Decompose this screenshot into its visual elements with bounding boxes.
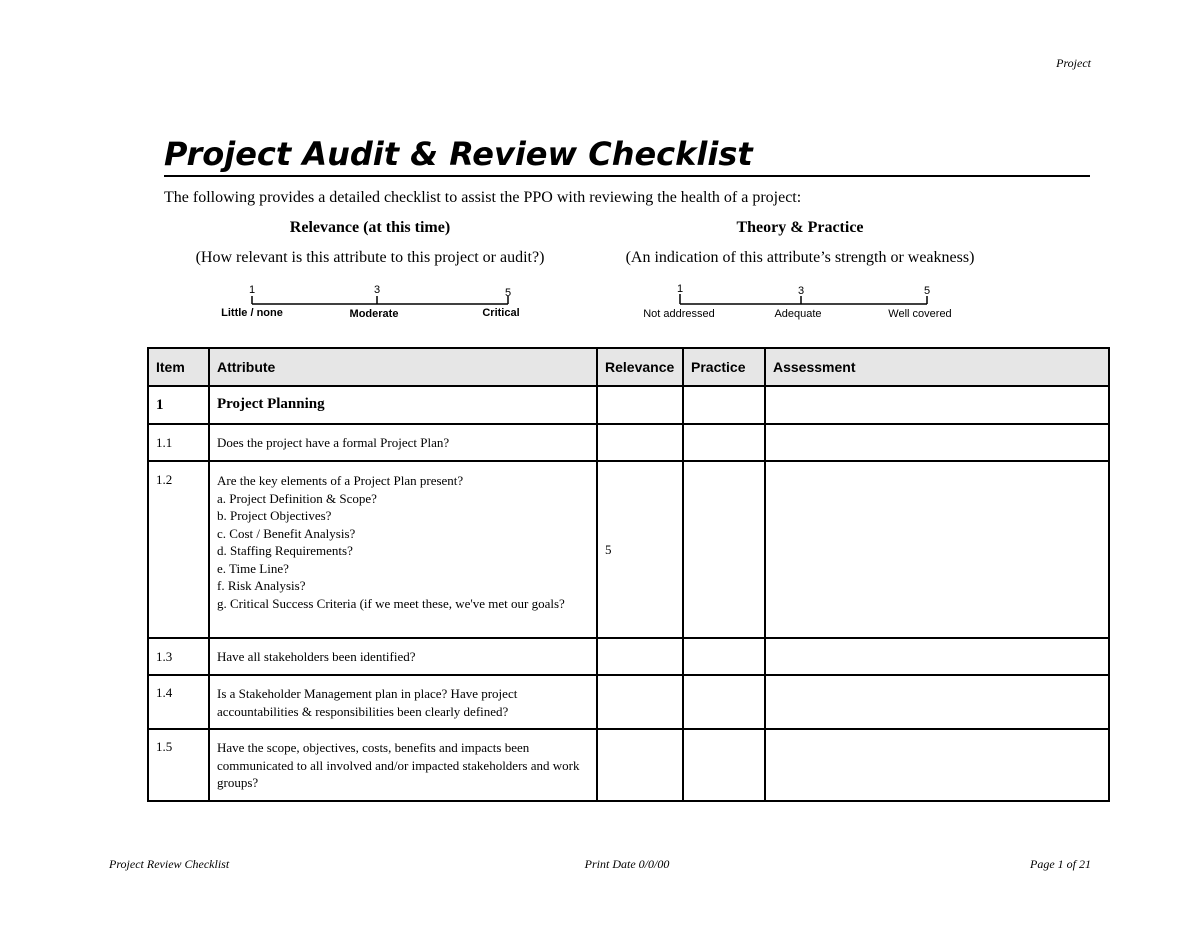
assessment-cell[interactable] xyxy=(765,638,1109,675)
assessment-cell[interactable] xyxy=(765,461,1109,638)
col-header-practice: Practice xyxy=(683,348,765,386)
practice-scale-caption xyxy=(590,219,1010,267)
practice-tick-num-5: 5 xyxy=(923,285,931,297)
relevance-tick-num-3: 3 xyxy=(373,284,381,296)
practice-scale-graphic xyxy=(620,282,980,322)
attribute-line: a. Project Definition & Scope? xyxy=(217,490,377,506)
footer-page-number: Page 1 of 21 xyxy=(1030,857,1091,871)
practice-cell[interactable] xyxy=(683,386,765,424)
attribute-line: Project Planning xyxy=(217,396,325,413)
table-row xyxy=(148,638,1109,675)
footer-document-name: Project Review Checklist xyxy=(109,857,230,871)
attribute-cell xyxy=(209,675,597,729)
practice-cell[interactable] xyxy=(683,461,765,638)
relevance-tick-num-1: 1 xyxy=(248,284,256,296)
table-row xyxy=(148,424,1109,461)
relevance-cell[interactable] xyxy=(597,386,683,424)
practice-cell[interactable] xyxy=(683,424,765,461)
attribute-cell xyxy=(209,638,597,675)
item-cell: 1.2 xyxy=(148,461,209,638)
checklist-table xyxy=(147,347,1110,802)
relevance-cell[interactable]: 5 xyxy=(597,461,683,638)
table-row xyxy=(148,461,1109,638)
practice-cell[interactable] xyxy=(683,729,765,801)
practice-tick-label-1: Not addressed xyxy=(643,308,715,320)
item-cell: 1 xyxy=(148,386,209,424)
relevance-cell[interactable] xyxy=(597,729,683,801)
assessment-cell[interactable] xyxy=(765,424,1109,461)
attribute-line: Is a Stakeholder Management plan in place? Have project accountabilities & responsibilities been clearly defined? xyxy=(217,686,518,719)
attribute-line: f. Risk Analysis? xyxy=(217,578,306,593)
relevance-heading: Relevance (at this time) xyxy=(289,219,451,236)
assessment-cell[interactable] xyxy=(765,675,1109,729)
relevance-tick-label-5: Critical xyxy=(482,307,520,319)
footer-print-date: Print Date 0/0/00 xyxy=(584,857,670,871)
attribute-line: Does the project have a formal Project Plan? xyxy=(217,434,450,450)
practice-tick-num-3: 3 xyxy=(797,285,805,297)
practice-subheading: (An indication of this attribute’s strength or weakness) xyxy=(625,249,975,266)
attribute-cell xyxy=(209,461,597,638)
attribute-cell xyxy=(209,729,597,801)
item-cell: 1.5 xyxy=(148,729,209,801)
attribute-line: e. Time Line? xyxy=(217,560,289,576)
assessment-cell[interactable] xyxy=(765,729,1109,801)
attribute-line: b. Project Objectives? xyxy=(217,508,332,523)
col-header-assessment: Assessment xyxy=(765,348,1109,386)
attribute-line: Have all stakeholders been identified? xyxy=(217,648,416,664)
item-cell: 1.4 xyxy=(148,675,209,729)
practice-cell[interactable] xyxy=(683,638,765,675)
attribute-line: c. Cost / Benefit Analysis? xyxy=(217,525,356,541)
item-cell: 1.3 xyxy=(148,638,209,675)
practice-heading: Theory & Practice xyxy=(736,219,864,236)
practice-cell[interactable] xyxy=(683,675,765,729)
table-row xyxy=(148,729,1109,801)
assessment-cell[interactable] xyxy=(765,386,1109,424)
col-header-attribute: Attribute xyxy=(209,348,597,386)
attribute-cell xyxy=(209,424,597,461)
item-cell: 1.1 xyxy=(148,424,209,461)
attribute-line: g. Critical Success Criteria (if we meet these, we've met our goals? xyxy=(217,595,565,611)
practice-tick-label-5: Well covered xyxy=(888,308,952,320)
col-header-relevance: Relevance xyxy=(597,348,683,386)
intro-text: The following provides a detailed checklist to assist the PPO with reviewing the health of a project: xyxy=(164,189,802,206)
table-row xyxy=(148,675,1109,729)
attribute-line: Are the key elements of a Project Plan present? xyxy=(217,473,464,488)
relevance-tick-label-3: Moderate xyxy=(349,308,399,320)
relevance-cell[interactable] xyxy=(597,675,683,729)
relevance-cell[interactable] xyxy=(597,638,683,675)
attribute-cell xyxy=(209,386,597,424)
relevance-tick-num-5: 5 xyxy=(504,287,512,299)
relevance-scale-caption xyxy=(150,219,590,267)
practice-tick-num-1: 1 xyxy=(676,283,684,295)
practice-tick-label-3: Adequate xyxy=(774,308,822,320)
attribute-line: d. Staffing Requirements? xyxy=(217,543,353,558)
page-title: Project Audit & Review Checklist xyxy=(164,134,1090,177)
page-header-label: Project xyxy=(1056,56,1091,70)
relevance-cell[interactable] xyxy=(597,424,683,461)
table-row-section-1 xyxy=(148,386,1109,424)
relevance-tick-label-1: Little / none xyxy=(221,307,283,319)
col-header-item: Item xyxy=(148,348,209,386)
table-header-row xyxy=(148,348,1109,386)
relevance-subheading: (How relevant is this attribute to this project or audit?) xyxy=(195,249,545,266)
attribute-line: Have the scope, objectives, costs, benefits and impacts been communicated to all involved and/or impacted stakeholders and work groups? xyxy=(217,740,580,790)
relevance-scale-graphic xyxy=(200,282,540,322)
